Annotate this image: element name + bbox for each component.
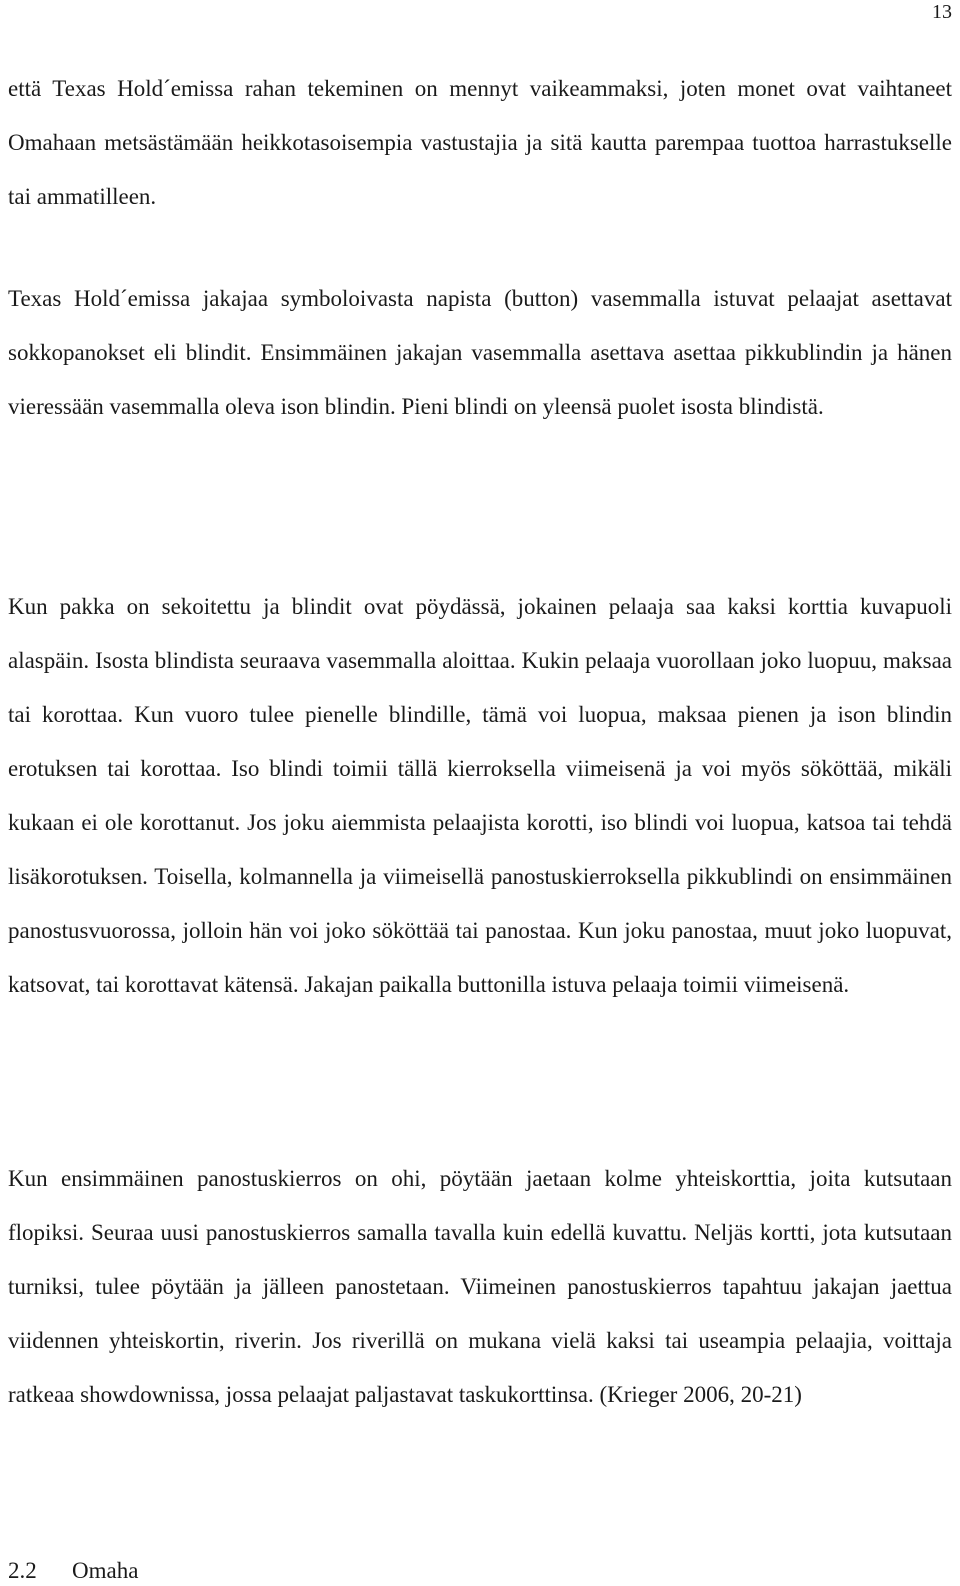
page-number: 13	[932, 1, 952, 23]
section-number: 2.2	[8, 1558, 37, 1583]
paragraph-betting-rounds: Kun pakka on sekoitettu ja blindit ovat pöydässä, jokainen pelaaja saa kaksi korttia kuvapuoli alaspäin. Isosta blindista seuraava vasemmalla aloittaa. Kukin pelaaja vuorollaan joko luopuu, maksaa tai korottaa. Kun vuoro tulee pienelle blindille, tämä voi luopua, maksaa pienen ja ison blindin erotuksen tai korottaa. Iso blindi toimii tällä kierroksella viimeisenä ja voi myös sököttää, mikäli kukaan ei ole korottanut. Jos joku aiemmista pelaajista korotti, iso blindi voi luopua, katsoa tai tehdä lisäkorotuksen. Toisella, kolmannella ja viimeisellä panostuskierroksella pikkublindi on ensimmäinen panostusvuorossa, jolloin hän voi joko sököttää tai panostaa. Kun joku panostaa, muut joko luopuvat, katsovat, tai korottavat kätensä. Jakajan paikalla buttonilla istuva pelaaja toimii viimeisenä.	[8, 594, 952, 997]
section-heading	[8, 1556, 138, 1586]
section-title: Omaha	[72, 1558, 139, 1583]
paragraph-blinds: Texas Hold´emissa jakajaa symboloivasta napista (button) vasemmalla istuvat pelaajat asettavat sokkopanokset eli blindit. Ensimmäinen jakajan vasemmalla asettava asettaa pikkublindin ja hänen vieressään vasemmalla oleva ison blindin. Pieni blindi on yleensä puolet isosta blindistä.	[8, 286, 952, 419]
paragraph-community-cards: Kun ensimmäinen panostuskierros on ohi, pöytään jaetaan kolme yhteiskorttia, joita kutsutaan flopiksi. Seuraa uusi panostuskierros samalla tavalla kuin edellä kuvattu. Neljäs kortti, jota kutsutaan turniksi, tulee pöytään ja jälleen panostetaan. Viimeinen panostuskierros tapahtuu jakajan jaettua viidennen yhteiskortin, riverin. Jos riverillä on mukana vielä kaksi tai useampia pelaajia, voittaja ratkeaa showdownissa, jossa pelaajat paljastavat taskukorttinsa. (Krieger 2006, 20-21)	[8, 1166, 952, 1407]
paragraph-omaha-popularity: että Texas Hold´emissa rahan tekeminen on mennyt vaikeammaksi, joten monet ovat vaihtaneet Omahaan metsästämään heikkotasoisempia vastustajia ja sitä kautta parempaa tuottoa harrastukselle tai ammatilleen.	[8, 76, 952, 209]
